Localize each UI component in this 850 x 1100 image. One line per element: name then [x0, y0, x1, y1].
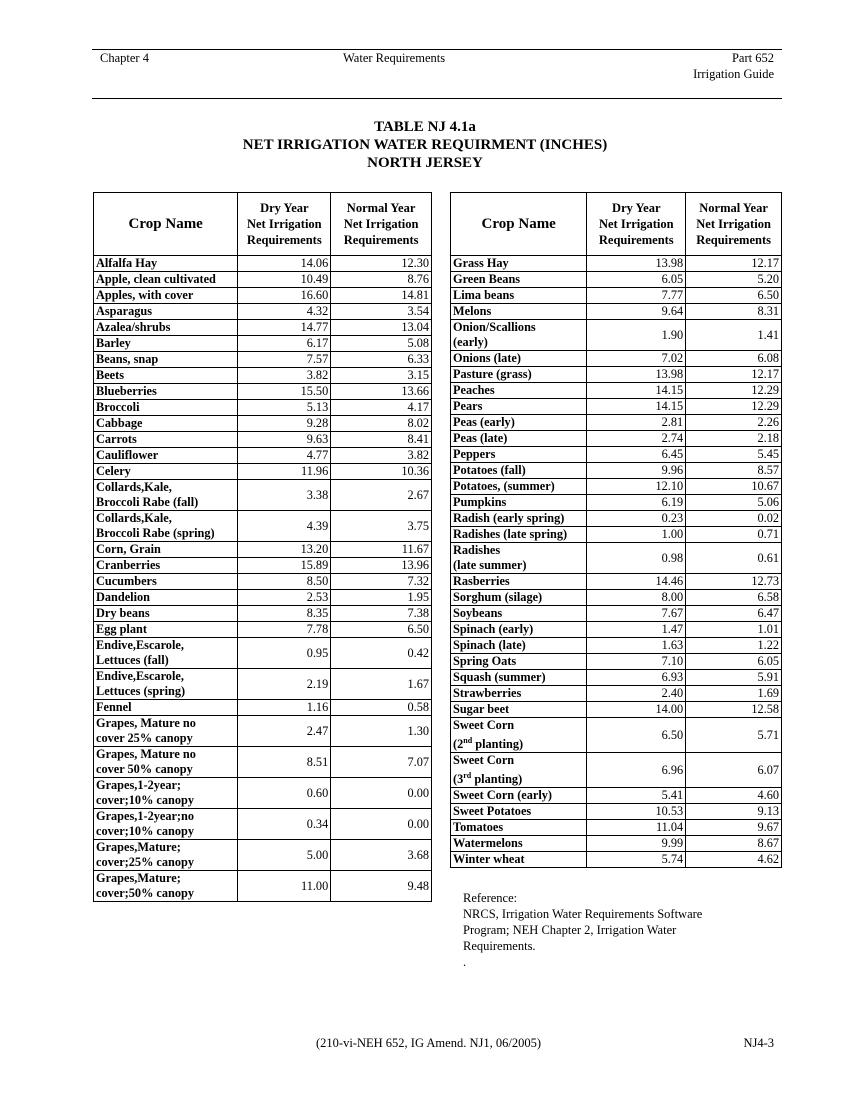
- normal-year-value: 1.67: [331, 669, 432, 700]
- dry-year-value: 7.10: [587, 654, 686, 670]
- dry-year-value: 6.05: [587, 272, 686, 288]
- table-row: [451, 351, 782, 367]
- table-row: [451, 431, 782, 447]
- normal-year-value: 11.67: [331, 542, 432, 558]
- table-row: [94, 511, 432, 542]
- dry-year-value: 0.98: [587, 543, 686, 574]
- table-row: [94, 840, 432, 871]
- crop-name-cell: Celery: [94, 464, 238, 480]
- crop-name-cell: Carrots: [94, 432, 238, 448]
- crop-name-cell: Peppers: [451, 447, 587, 463]
- normal-year-value: 7.38: [331, 606, 432, 622]
- normal-year-value: 4.60: [686, 788, 782, 804]
- crop-name-cell: Watermelons: [451, 836, 587, 852]
- table-row: [94, 747, 432, 778]
- crop-name-cell: Grapes, Mature no cover 25% canopy: [94, 716, 238, 747]
- normal-year-value: 2.18: [686, 431, 782, 447]
- crop-name-cell: Radishes (late spring): [451, 527, 587, 543]
- dry-year-value: 0.60: [238, 778, 331, 809]
- footer-citation: (210-vi-NEH 652, IG Amend. NJ1, 06/2005): [316, 1036, 541, 1050]
- table-row: [94, 542, 432, 558]
- crop-name-cell: Spring Oats: [451, 654, 587, 670]
- dry-year-value: 1.63: [587, 638, 686, 654]
- normal-year-value: 8.02: [331, 416, 432, 432]
- normal-year-value: 10.36: [331, 464, 432, 480]
- normal-year-value: 8.31: [686, 304, 782, 320]
- table-row: [451, 415, 782, 431]
- crop-name-cell: Peas (late): [451, 431, 587, 447]
- normal-year-value: 6.33: [331, 352, 432, 368]
- table-row: [94, 574, 432, 590]
- table-row: [451, 606, 782, 622]
- normal-year-value: 8.76: [331, 272, 432, 288]
- table-row: [94, 352, 432, 368]
- dry-year-value: 8.50: [238, 574, 331, 590]
- crop-name-cell: Peaches: [451, 383, 587, 399]
- crop-name-cell: Pasture (grass): [451, 367, 587, 383]
- crop-name-cell: Tomatoes: [451, 820, 587, 836]
- normal-year-value: 14.81: [331, 288, 432, 304]
- reference-note: [463, 890, 763, 970]
- table-row: [94, 871, 432, 902]
- crop-name-cell: Collards,Kale, Broccoli Rabe (fall): [94, 480, 238, 511]
- table-row: [451, 654, 782, 670]
- normal-year-value: 12.30: [331, 256, 432, 272]
- normal-year-value: 3.82: [331, 448, 432, 464]
- table-row: [94, 669, 432, 700]
- normal-year-value: 7.07: [331, 747, 432, 778]
- normal-year-header: Normal Year Net Irrigation Requirements: [686, 193, 782, 256]
- normal-year-value: 6.50: [331, 622, 432, 638]
- table-row: [451, 718, 782, 753]
- crop-name-cell: Cucumbers: [94, 574, 238, 590]
- dry-year-value: 13.98: [587, 367, 686, 383]
- dry-year-value: 7.78: [238, 622, 331, 638]
- dry-year-value: 9.63: [238, 432, 331, 448]
- normal-year-value: 2.67: [331, 480, 432, 511]
- normal-year-value: 5.91: [686, 670, 782, 686]
- normal-year-value: 6.07: [686, 753, 782, 788]
- dry-year-value: 4.77: [238, 448, 331, 464]
- dry-year-value: 2.53: [238, 590, 331, 606]
- dry-year-value: 6.96: [587, 753, 686, 788]
- normal-year-value: 12.29: [686, 383, 782, 399]
- normal-year-value: 12.73: [686, 574, 782, 590]
- table-row: [451, 852, 782, 868]
- crop-name-cell: Grass Hay: [451, 256, 587, 272]
- table-row: [94, 432, 432, 448]
- dry-year-value: 4.39: [238, 511, 331, 542]
- crop-name-cell: Egg plant: [94, 622, 238, 638]
- dry-year-value: 11.00: [238, 871, 331, 902]
- crop-name-cell: Potatoes, (summer): [451, 479, 587, 495]
- crop-name-cell: Peas (early): [451, 415, 587, 431]
- reference-line: Requirements.: [463, 939, 536, 953]
- crop-name-cell: Barley: [94, 336, 238, 352]
- section-label: Water Requirements: [343, 51, 446, 65]
- table-row: [451, 320, 782, 351]
- dry-year-value: 6.93: [587, 670, 686, 686]
- normal-year-value: 5.71: [686, 718, 782, 753]
- normal-year-value: 7.32: [331, 574, 432, 590]
- normal-year-value: 5.08: [331, 336, 432, 352]
- normal-year-value: 9.48: [331, 871, 432, 902]
- table-row: [94, 288, 432, 304]
- normal-year-value: 0.00: [331, 778, 432, 809]
- normal-year-value: 3.68: [331, 840, 432, 871]
- normal-year-value: 3.54: [331, 304, 432, 320]
- table-subtitle: NET IRRIGATION WATER REQUIRMENT (INCHES): [242, 137, 608, 153]
- table-row: [451, 447, 782, 463]
- dry-year-value: 0.95: [238, 638, 331, 669]
- table-row: [451, 622, 782, 638]
- table-row: [451, 804, 782, 820]
- table-row: [451, 511, 782, 527]
- crop-name-cell: Asparagus: [94, 304, 238, 320]
- dry-year-value: 9.99: [587, 836, 686, 852]
- dry-year-value: 0.34: [238, 809, 331, 840]
- dry-year-value: 6.17: [238, 336, 331, 352]
- crop-name-cell: Sweet Corn (3rd planting): [451, 753, 587, 788]
- dry-year-value: 5.13: [238, 400, 331, 416]
- table-row: [94, 272, 432, 288]
- dry-year-value: 3.38: [238, 480, 331, 511]
- table-row: [451, 543, 782, 574]
- crop-name-cell: Grapes,Mature; cover;50% canopy: [94, 871, 238, 902]
- dry-year-value: 3.82: [238, 368, 331, 384]
- table-row: [451, 367, 782, 383]
- dry-year-value: 13.20: [238, 542, 331, 558]
- crop-name-cell: Sorghum (silage): [451, 590, 587, 606]
- normal-year-value: 6.05: [686, 654, 782, 670]
- normal-year-value: 12.58: [686, 702, 782, 718]
- crop-name-cell: Blueberries: [94, 384, 238, 400]
- table-row: [451, 272, 782, 288]
- crop-name-cell: Dry beans: [94, 606, 238, 622]
- table-row: [94, 606, 432, 622]
- normal-year-value: 8.67: [686, 836, 782, 852]
- normal-year-value: 13.96: [331, 558, 432, 574]
- crop-name-cell: Spinach (late): [451, 638, 587, 654]
- dry-year-value: 2.47: [238, 716, 331, 747]
- crop-name-cell: Collards,Kale, Broccoli Rabe (spring): [94, 511, 238, 542]
- crop-name-cell: Apple, clean cultivated: [94, 272, 238, 288]
- chapter-label: Chapter 4: [100, 51, 149, 65]
- table-region: NORTH JERSEY: [367, 155, 483, 171]
- dry-year-value: 8.35: [238, 606, 331, 622]
- normal-year-value: 1.69: [686, 686, 782, 702]
- table-row: [451, 836, 782, 852]
- table-row: [451, 304, 782, 320]
- crop-name-cell: Radish (early spring): [451, 511, 587, 527]
- table-row: [94, 368, 432, 384]
- crop-name-cell: Cabbage: [94, 416, 238, 432]
- crop-name-cell: Alfalfa Hay: [94, 256, 238, 272]
- dry-year-value: 14.06: [238, 256, 331, 272]
- crop-name-cell: Onion/Scallions (early): [451, 320, 587, 351]
- table-row: [94, 416, 432, 432]
- dry-year-value: 2.19: [238, 669, 331, 700]
- crop-name-cell: Onions (late): [451, 351, 587, 367]
- table-row: [94, 480, 432, 511]
- crop-name-cell: Fennel: [94, 700, 238, 716]
- table-row: [94, 638, 432, 669]
- dry-year-value: 8.00: [587, 590, 686, 606]
- crop-name-cell: Pumpkins: [451, 495, 587, 511]
- crop-name-cell: Grapes,1-2year; cover;10% canopy: [94, 778, 238, 809]
- dry-year-value: 1.16: [238, 700, 331, 716]
- normal-year-value: 13.04: [331, 320, 432, 336]
- table-row: [94, 700, 432, 716]
- normal-year-value: 6.58: [686, 590, 782, 606]
- dry-year-value: 5.41: [587, 788, 686, 804]
- normal-year-value: 9.67: [686, 820, 782, 836]
- crop-name-header: Crop Name: [94, 193, 238, 256]
- table-row: [94, 558, 432, 574]
- table-row: [94, 256, 432, 272]
- dry-year-value: 1.47: [587, 622, 686, 638]
- table-row: [451, 574, 782, 590]
- normal-year-value: 9.13: [686, 804, 782, 820]
- dry-year-value: 9.96: [587, 463, 686, 479]
- dry-year-value: 11.04: [587, 820, 686, 836]
- normal-year-value: 2.26: [686, 415, 782, 431]
- crop-name-cell: Squash (summer): [451, 670, 587, 686]
- left-table: [93, 192, 432, 902]
- normal-year-value: 0.02: [686, 511, 782, 527]
- crop-name-cell: Sugar beet: [451, 702, 587, 718]
- crop-name-cell: Azalea/shrubs: [94, 320, 238, 336]
- normal-year-value: 6.50: [686, 288, 782, 304]
- dry-year-value: 12.10: [587, 479, 686, 495]
- normal-year-value: 5.20: [686, 272, 782, 288]
- dry-year-value: 7.67: [587, 606, 686, 622]
- dry-year-value: 7.57: [238, 352, 331, 368]
- normal-year-value: 1.41: [686, 320, 782, 351]
- crop-name-cell: Soybeans: [451, 606, 587, 622]
- normal-year-value: 8.57: [686, 463, 782, 479]
- normal-year-value: 5.06: [686, 495, 782, 511]
- dry-year-value: 11.96: [238, 464, 331, 480]
- normal-year-value: 12.17: [686, 256, 782, 272]
- table-title: TABLE NJ 4.1a: [374, 119, 476, 135]
- crop-name-cell: Rasberries: [451, 574, 587, 590]
- table-row: [451, 527, 782, 543]
- dry-year-value: 9.64: [587, 304, 686, 320]
- guide-label: Irrigation Guide: [693, 67, 774, 81]
- table-row: [94, 464, 432, 480]
- crop-name-cell: Beets: [94, 368, 238, 384]
- header-bottom-rule: [92, 98, 782, 99]
- normal-year-value: 12.17: [686, 367, 782, 383]
- normal-year-value: 3.75: [331, 511, 432, 542]
- normal-year-value: 0.58: [331, 700, 432, 716]
- normal-year-value: 1.30: [331, 716, 432, 747]
- table-row: [451, 753, 782, 788]
- crop-name-cell: Broccoli: [94, 400, 238, 416]
- crop-name-cell: Endive,Escarole, Lettuces (fall): [94, 638, 238, 669]
- dry-year-value: 0.23: [587, 511, 686, 527]
- dry-year-value: 14.46: [587, 574, 686, 590]
- dry-year-value: 6.45: [587, 447, 686, 463]
- normal-year-value: 1.95: [331, 590, 432, 606]
- crop-name-cell: Potatoes (fall): [451, 463, 587, 479]
- table-row: [451, 686, 782, 702]
- table-row: [451, 670, 782, 686]
- normal-year-value: 3.15: [331, 368, 432, 384]
- table-row: [451, 288, 782, 304]
- crop-name-cell: Cranberries: [94, 558, 238, 574]
- dry-year-value: 5.00: [238, 840, 331, 871]
- table-row: [94, 400, 432, 416]
- reference-line: NRCS, Irrigation Water Requirements Software: [463, 907, 703, 921]
- crop-name-cell: Pears: [451, 399, 587, 415]
- normal-year-value: 12.29: [686, 399, 782, 415]
- normal-year-value: 1.01: [686, 622, 782, 638]
- table-row: [451, 495, 782, 511]
- crop-name-cell: Grapes, Mature no cover 50% canopy: [94, 747, 238, 778]
- normal-year-value: 4.17: [331, 400, 432, 416]
- normal-year-header: Normal Year Net Irrigation Requirements: [331, 193, 432, 256]
- crop-name-cell: Sweet Potatoes: [451, 804, 587, 820]
- dry-year-value: 10.53: [587, 804, 686, 820]
- table-row: [451, 590, 782, 606]
- crop-name-cell: Winter wheat: [451, 852, 587, 868]
- dry-year-value: 2.40: [587, 686, 686, 702]
- dry-year-value: 8.51: [238, 747, 331, 778]
- crop-name-cell: Corn, Grain: [94, 542, 238, 558]
- dry-year-value: 15.50: [238, 384, 331, 400]
- normal-year-value: 5.45: [686, 447, 782, 463]
- dry-year-value: 14.77: [238, 320, 331, 336]
- page-number: NJ4-3: [743, 1036, 774, 1050]
- dry-year-value: 6.19: [587, 495, 686, 511]
- table-row: [451, 638, 782, 654]
- crop-name-cell: Dandelion: [94, 590, 238, 606]
- normal-year-value: 8.41: [331, 432, 432, 448]
- dry-year-value: 4.32: [238, 304, 331, 320]
- table-row: [451, 463, 782, 479]
- normal-year-value: 1.22: [686, 638, 782, 654]
- dry-year-value: 5.74: [587, 852, 686, 868]
- table-row: [94, 384, 432, 400]
- table-row: [94, 809, 432, 840]
- dry-year-value: 10.49: [238, 272, 331, 288]
- table-row: [451, 383, 782, 399]
- reference-line: Program; NEH Chapter 2, Irrigation Water: [463, 923, 677, 937]
- dry-year-value: 14.15: [587, 399, 686, 415]
- dry-year-header: Dry Year Net Irrigation Requirements: [587, 193, 686, 256]
- crop-name-cell: Endive,Escarole, Lettuces (spring): [94, 669, 238, 700]
- header-top-rule: [92, 49, 782, 50]
- crop-name-cell: Strawberries: [451, 686, 587, 702]
- crop-name-header: Crop Name: [451, 193, 587, 256]
- crop-name-cell: Radishes (late summer): [451, 543, 587, 574]
- normal-year-value: 13.66: [331, 384, 432, 400]
- table-row: [94, 622, 432, 638]
- crop-name-cell: Sweet Corn (early): [451, 788, 587, 804]
- dry-year-value: 15.89: [238, 558, 331, 574]
- reference-line: .: [463, 955, 467, 969]
- table-row: [451, 479, 782, 495]
- table-row: [94, 320, 432, 336]
- part-label: Part 652: [731, 51, 774, 65]
- table-row: [94, 336, 432, 352]
- dry-year-header: Dry Year Net Irrigation Requirements: [238, 193, 331, 256]
- dry-year-value: 16.60: [238, 288, 331, 304]
- dry-year-value: 9.28: [238, 416, 331, 432]
- crop-name-cell: Grapes,1-2year;no cover;10% canopy: [94, 809, 238, 840]
- crop-name-cell: Green Beans: [451, 272, 587, 288]
- normal-year-value: 0.00: [331, 809, 432, 840]
- dry-year-value: 13.98: [587, 256, 686, 272]
- crop-name-cell: Sweet Corn (2nd planting): [451, 718, 587, 753]
- normal-year-value: 6.47: [686, 606, 782, 622]
- normal-year-value: 0.71: [686, 527, 782, 543]
- table-row: [94, 304, 432, 320]
- reference-label: Reference:: [463, 891, 518, 905]
- dry-year-value: 14.00: [587, 702, 686, 718]
- table-row: [94, 778, 432, 809]
- dry-year-value: 7.77: [587, 288, 686, 304]
- right-table: [450, 192, 782, 868]
- normal-year-value: 4.62: [686, 852, 782, 868]
- table-row: [94, 716, 432, 747]
- crop-name-cell: Lima beans: [451, 288, 587, 304]
- crop-name-cell: Cauliflower: [94, 448, 238, 464]
- normal-year-value: 6.08: [686, 351, 782, 367]
- crop-name-cell: Beans, snap: [94, 352, 238, 368]
- dry-year-value: 2.81: [587, 415, 686, 431]
- table-row: [94, 448, 432, 464]
- dry-year-value: 6.50: [587, 718, 686, 753]
- normal-year-value: 10.67: [686, 479, 782, 495]
- table-row: [451, 399, 782, 415]
- normal-year-value: 0.61: [686, 543, 782, 574]
- crop-name-cell: Apples, with cover: [94, 288, 238, 304]
- crop-name-cell: Melons: [451, 304, 587, 320]
- table-row: [451, 820, 782, 836]
- table-row: [451, 788, 782, 804]
- table-row: [451, 702, 782, 718]
- table-row: [451, 256, 782, 272]
- crop-name-cell: Grapes,Mature; cover;25% canopy: [94, 840, 238, 871]
- dry-year-value: 1.00: [587, 527, 686, 543]
- table-row: [94, 590, 432, 606]
- crop-name-cell: Spinach (early): [451, 622, 587, 638]
- dry-year-value: 1.90: [587, 320, 686, 351]
- dry-year-value: 14.15: [587, 383, 686, 399]
- dry-year-value: 2.74: [587, 431, 686, 447]
- dry-year-value: 7.02: [587, 351, 686, 367]
- normal-year-value: 0.42: [331, 638, 432, 669]
